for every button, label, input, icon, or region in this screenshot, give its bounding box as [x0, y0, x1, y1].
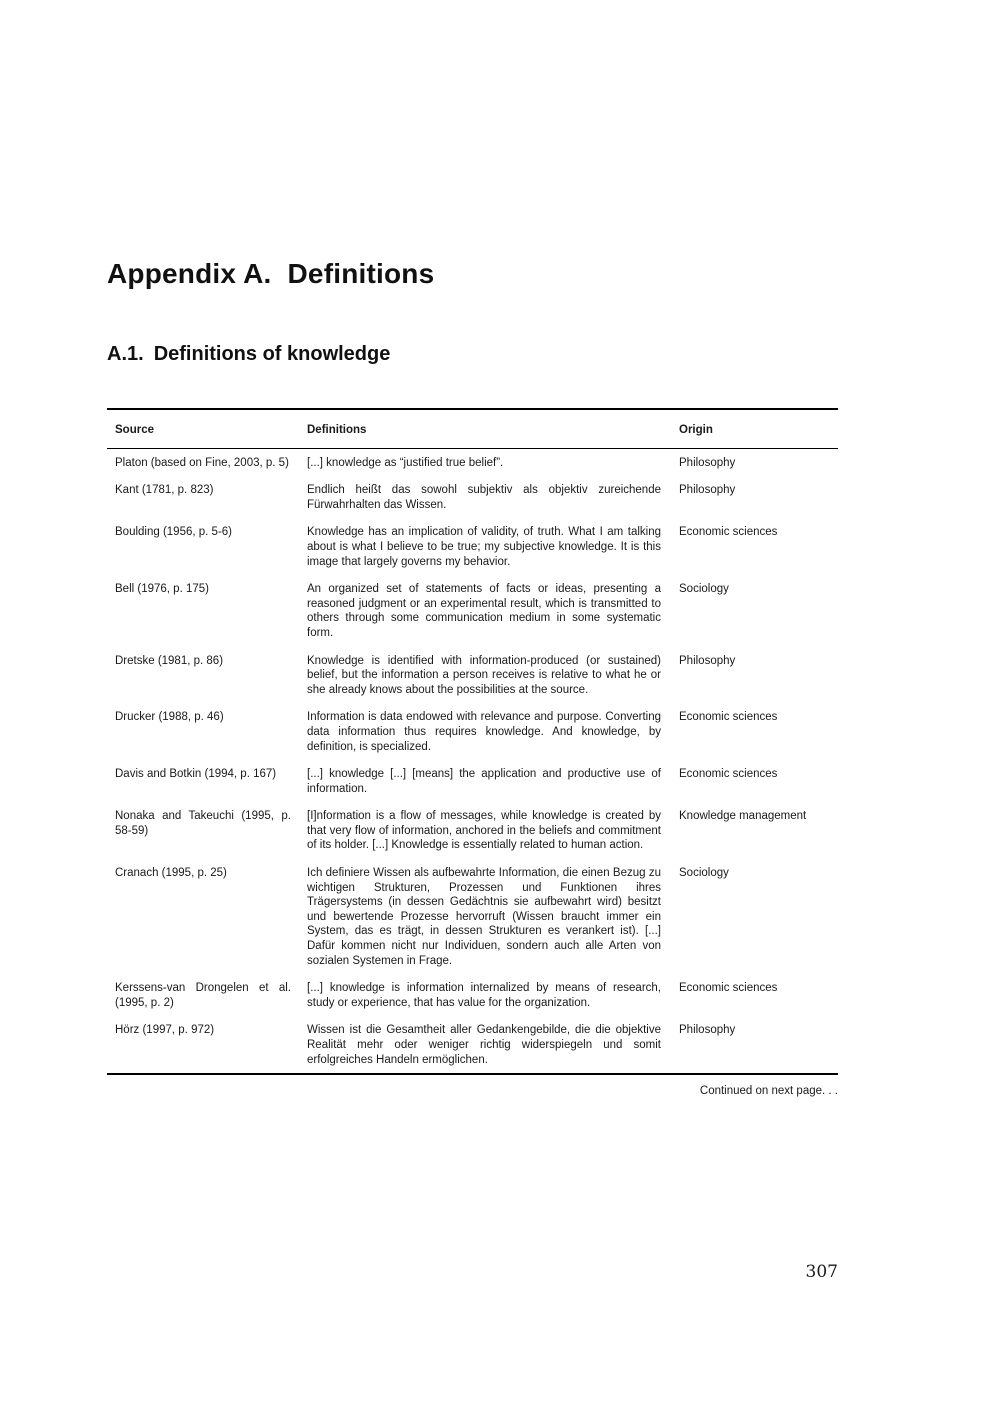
source-cell: Davis and Botkin (1994, p. 167) — [115, 768, 277, 781]
table-row — [107, 859, 838, 974]
definition-cell: Knowledge has an implication of validity, of truth. What I am talking about is what I believe to be true; my subjective knowledge. It is this image that largely governs my behavior. — [307, 526, 661, 568]
table-row — [107, 802, 838, 859]
origin-cell: Philosophy — [679, 654, 736, 667]
origin-cell: Economic sciences — [679, 711, 778, 724]
appendix-number: Appendix A. — [107, 258, 272, 289]
table-row — [107, 974, 838, 1016]
origin-cell: Philosophy — [679, 484, 736, 497]
source-cell: Nonaka and Takeuchi (1995, p. 58-59) — [115, 810, 291, 837]
origin-cell: Sociology — [679, 867, 729, 880]
appendix-title-text: Definitions — [287, 258, 435, 289]
source-cell: Kant (1781, p. 823) — [115, 484, 214, 497]
table-row — [107, 448, 838, 476]
definition-cell: [...] knowledge [...] [means] the application and productive use of information. — [307, 768, 661, 795]
definition-cell: [I]nformation is a flow of messages, while knowledge is created by that very flow of information, anchored in the beliefs and commitment of its holder. [...] Knowledge is essentially related to human action. — [307, 810, 661, 852]
section-title — [107, 343, 390, 366]
table-row — [107, 1016, 838, 1074]
source-cell: Hörz (1997, p. 972) — [115, 1024, 215, 1037]
origin-cell: Economic sciences — [679, 768, 778, 781]
definition-cell: Ich definiere Wissen als aufbewahrte Information, die einen Bezug zu wichtigen Strukturen, Prozessen und Funktionen ihres Trägersystems (in dessen Gedächtnis sie aufbewahrt wird) besitzt und bewertende Prozesse hervorruft (Wissen braucht immer ein System, das es trägt, in dessen Strukturen es verankert ist). [...] Dafür kommen nicht nur Individuen, sondern auch alle Arten von sozialen Systemen in Frage. — [307, 867, 661, 967]
section-title-text: Definitions of knowledge — [153, 343, 391, 365]
source-cell: Drucker (1988, p. 46) — [115, 711, 224, 724]
definition-cell: [...] knowledge as “justified true belief”. — [307, 456, 504, 469]
definition-cell: Knowledge is identified with information-produced (or sustained) belief, but the information a person receives is relative to what he or she already knows about the possibilities at the source. — [307, 654, 661, 696]
definition-cell: Wissen ist die Gesamtheit aller Gedankengebilde, die die objektive Realität mehr oder weniger richtig widerspiegeln und somit erfolgreiches Handeln ermöglichen. — [307, 1024, 661, 1066]
table-row — [107, 703, 838, 760]
source-cell: Cranach (1995, p. 25) — [115, 867, 227, 880]
column-header-definitions: Definitions — [307, 409, 679, 448]
definitions-table-wrap — [107, 408, 838, 1097]
table-row — [107, 476, 838, 518]
origin-cell: Knowledge management — [679, 810, 807, 823]
appendix-title — [107, 258, 434, 290]
definitions-table — [107, 408, 838, 1075]
source-cell: Platon (based on Fine, 2003, p. 5) — [115, 456, 289, 469]
origin-cell: Philosophy — [679, 456, 736, 469]
column-header-origin: Origin — [679, 409, 838, 448]
table-row — [107, 647, 838, 704]
table-header-row — [107, 409, 838, 448]
definition-cell: [...] knowledge is information internalized by means of research, study or experience, that has value for the organization. — [307, 982, 661, 1009]
page-number: 307 — [805, 1262, 838, 1282]
source-cell: Dretske (1981, p. 86) — [115, 654, 224, 667]
source-cell: Kerssens-van Drongelen et al. (1995, p. 2) — [115, 982, 291, 1009]
origin-cell: Sociology — [679, 583, 729, 596]
origin-cell: Economic sciences — [679, 526, 778, 539]
origin-cell: Philosophy — [679, 1024, 736, 1037]
section-number: A.1. — [107, 343, 144, 365]
definition-cell: An organized set of statements of facts or ideas, presenting a reasoned judgment or an experimental result, which is transmitted to others through some communication medium in some systematic form. — [307, 583, 661, 639]
column-header-source: Source — [107, 409, 307, 448]
source-cell: Bell (1976, p. 175) — [115, 583, 209, 596]
continued-note: Continued on next page. . . — [699, 1085, 838, 1098]
origin-cell: Economic sciences — [679, 982, 778, 995]
table-row — [107, 760, 838, 802]
definition-cell: Endlich heißt das sowohl subjektiv als objektiv zureichende Fürwahrhalten das Wissen. — [307, 484, 661, 511]
source-cell: Boulding (1956, p. 5-6) — [115, 526, 232, 539]
table-row — [107, 575, 838, 646]
definition-cell: Information is data endowed with relevance and purpose. Converting data information thus requires knowledge. And knowledge, by definition, is specialized. — [307, 711, 661, 753]
table-row — [107, 518, 838, 575]
